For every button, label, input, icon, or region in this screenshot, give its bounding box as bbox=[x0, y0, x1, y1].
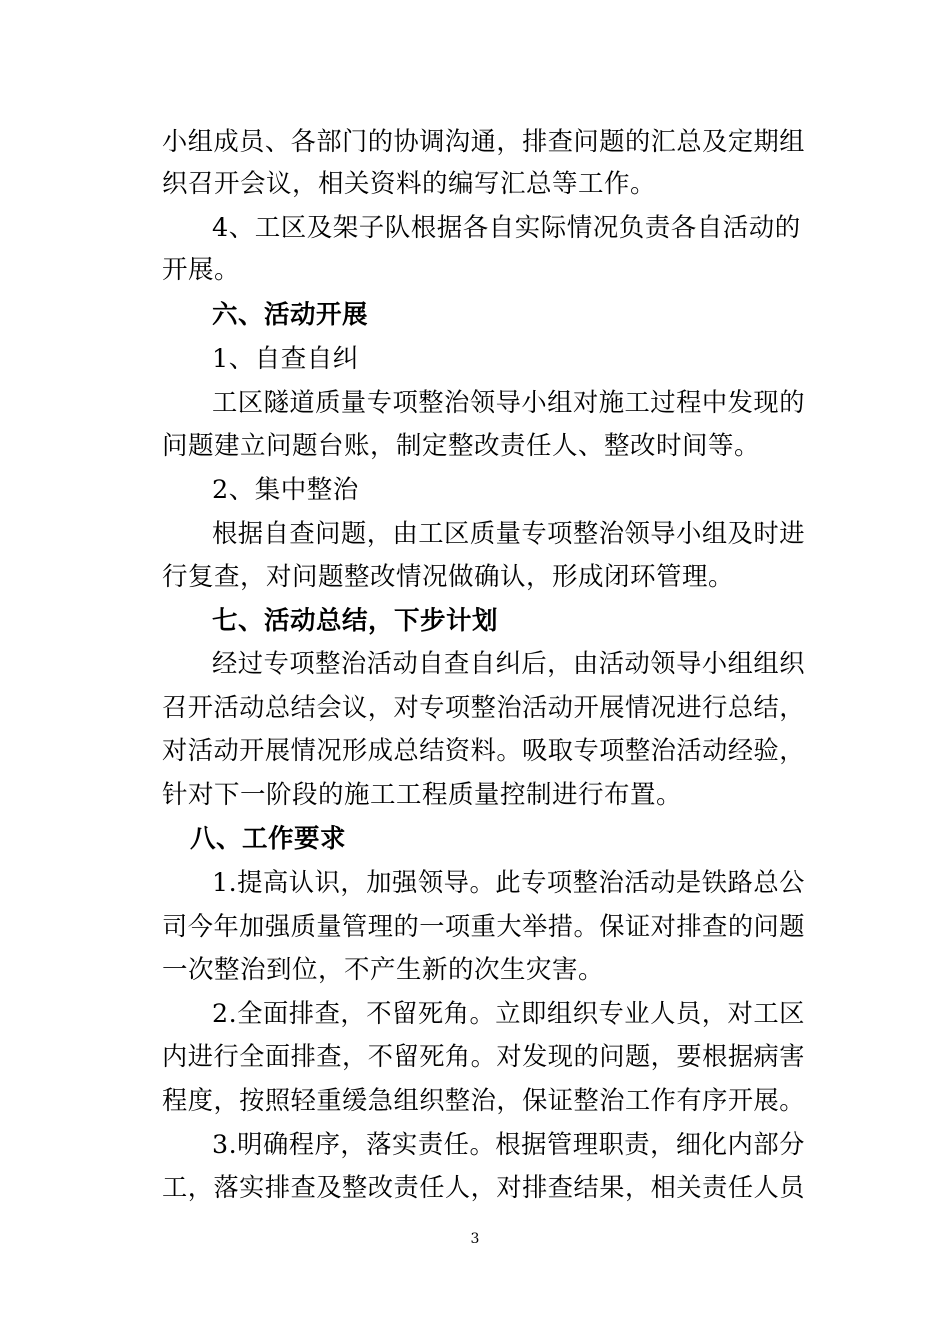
text-line: 开展。 bbox=[162, 255, 241, 285]
text-line: 程度，按照轻重缓急组织整治，保证整治工作有序开展。 bbox=[162, 1086, 805, 1116]
text-line: 一次整治到位，不产生新的次生灾害。 bbox=[162, 955, 605, 985]
text-line: 2.全面排查，不留死角。立即组织专业人员，对工区 bbox=[212, 999, 805, 1029]
text-line: 织召开会议，相关资料的编写汇总等工作。 bbox=[162, 169, 657, 199]
text-line: 工区隧道质量专项整治领导小组对施工过程中发现的 bbox=[212, 388, 805, 418]
text-line: 4、工区及架子队根据各自实际情况负责各自活动的 bbox=[212, 213, 801, 243]
text-line: 小组成员、各部门的协调沟通，排查问题的汇总及定期组 bbox=[162, 127, 805, 157]
text-line: 内进行全面排查，不留死角。对发现的问题，要根据病害 bbox=[162, 1042, 805, 1072]
subheading: 2、集中整治 bbox=[212, 475, 359, 505]
text-line: 对活动开展情况形成总结资料。吸取专项整治活动经验， bbox=[162, 736, 805, 766]
section-heading: 七、活动总结，下步计划 bbox=[212, 606, 499, 636]
section-heading: 八、工作要求 bbox=[190, 824, 347, 854]
subheading: 1、自查自纠 bbox=[212, 344, 359, 374]
text-line: 针对下一阶段的施工工程质量控制进行布置。 bbox=[162, 780, 683, 810]
text-line: 行复查，对问题整改情况做确认，形成闭环管理。 bbox=[162, 562, 735, 592]
text-line: 1.提高认识，加强领导。此专项整治活动是铁路总公 bbox=[212, 868, 805, 898]
text-line: 召开活动总结会议，对专项整治活动开展情况进行总结， bbox=[162, 693, 805, 723]
page-number: 3 bbox=[470, 1231, 480, 1247]
text-line: 根据自查问题，由工区质量专项整治领导小组及时进 bbox=[212, 519, 805, 549]
text-line: 工，落实排查及整改责任人，对排查结果，相关责任人员 bbox=[162, 1173, 805, 1203]
text-line: 司今年加强质量管理的一项重大举措。保证对排查的问题 bbox=[162, 912, 805, 942]
text-line: 问题建立问题台账，制定整改责任人、整改时间等。 bbox=[162, 431, 761, 461]
text-line: 3.明确程序，落实责任。根据管理职责，细化内部分 bbox=[212, 1130, 805, 1160]
section-heading: 六、活动开展 bbox=[212, 300, 369, 330]
text-line: 经过专项整治活动自查自纠后，由活动领导小组组织 bbox=[212, 649, 805, 679]
